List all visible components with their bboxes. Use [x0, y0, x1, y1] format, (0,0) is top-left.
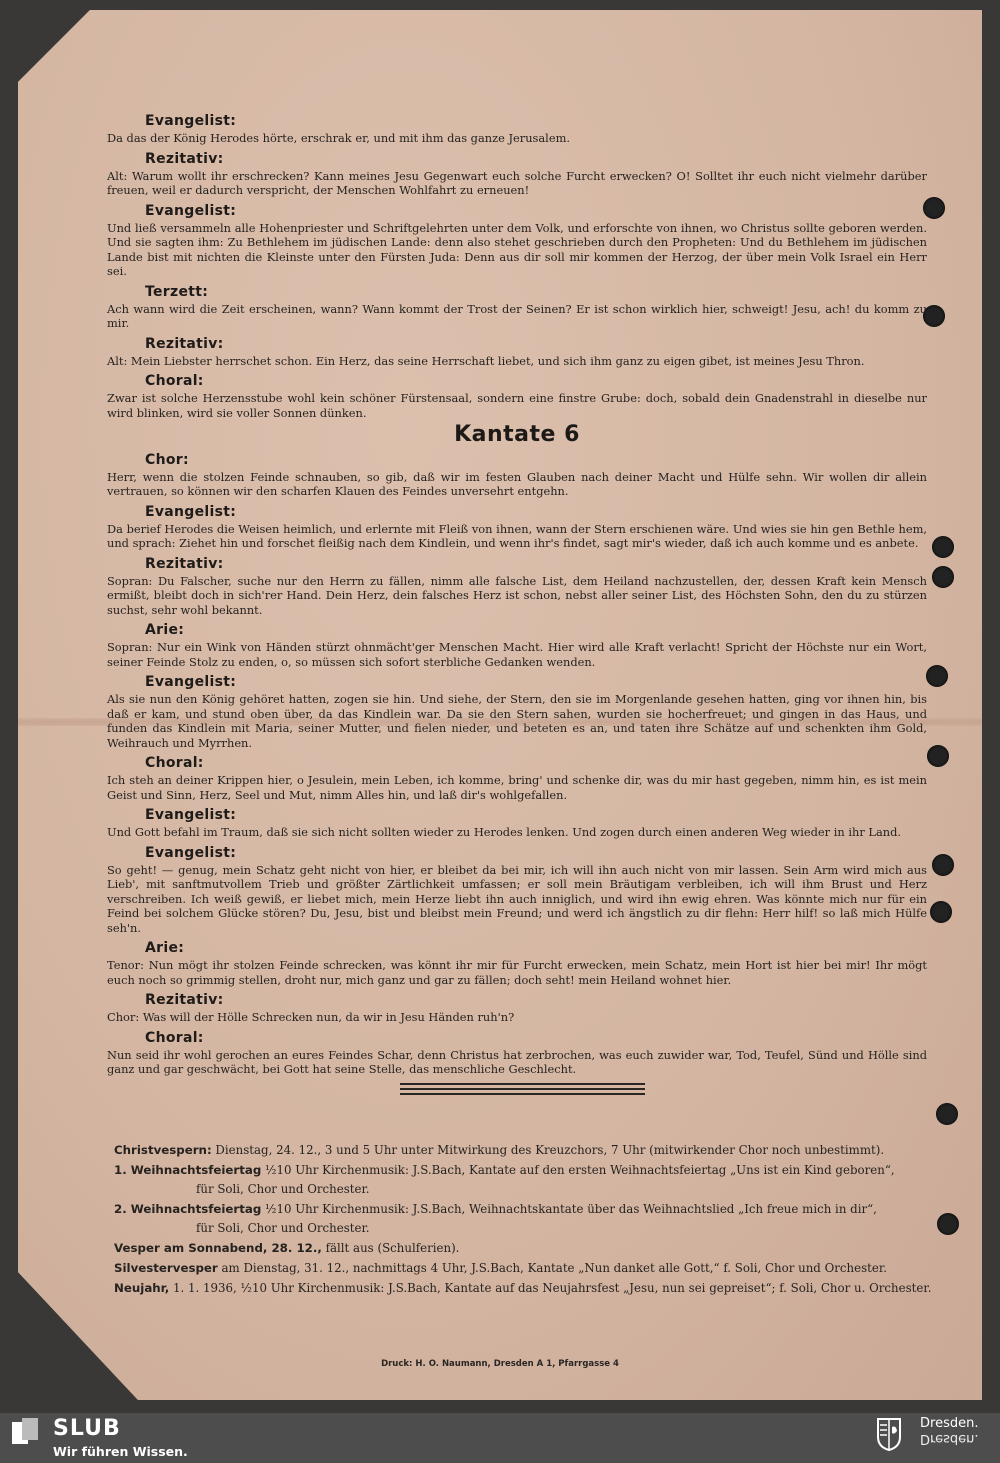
section-heading: Evangelist: — [145, 674, 237, 690]
service-text: 1. 1. 1936, ½10 Uhr Kirchenmusik: J.S.Bach, Kantate auf das Neujahrsfest „Jesu, nun sei gepreiset“; f. Soli, Chor u. Orchester. — [173, 1281, 932, 1295]
punch-hole — [930, 901, 952, 923]
section-heading: Evangelist: — [145, 844, 237, 861]
section — [107, 503, 927, 551]
dresden-coat-of-arms-icon[interactable] — [876, 1417, 902, 1451]
viewer-footer — [0, 1413, 1000, 1463]
service-title: Christvespern: — [114, 1143, 212, 1157]
section — [107, 991, 927, 1025]
section — [107, 202, 927, 279]
section-text: Nun seid ihr wohl gerochen an eures Feindes Schar, denn Christus hat zerbrochen, was euch zuwider war, Tod, Teufel, Sünd und Hölle sind ganz und gar geschwächt, bei Gott hat seine Stelle, das menschliche Geschlecht. — [107, 1047, 927, 1076]
section — [107, 621, 927, 669]
section — [107, 844, 927, 936]
dresden-label: Dresden. — [920, 1416, 979, 1431]
service-text: am Dienstag, 31. 12., nachmittags 4 Uhr, J.S.Bach, Kantate „Nun danket alle Gott,“ f. Soli, Chor und Orchester. — [221, 1261, 887, 1275]
section-heading: Evangelist: — [145, 503, 237, 520]
section-heading: Evangelist: — [145, 202, 237, 219]
section — [107, 335, 927, 369]
service-entry — [114, 1279, 934, 1298]
service-title: Neujahr, — [114, 1281, 170, 1295]
slub-logo-icon[interactable] — [10, 1416, 40, 1446]
service-entry — [114, 1161, 934, 1199]
cantata-title: Kantate 6 — [454, 422, 580, 447]
punch-hole — [932, 536, 954, 558]
slub-brand[interactable]: SLUB — [53, 1416, 121, 1441]
section-text: So geht! — genug, mein Schatz geht nicht von hier, er bleibet da bei mir, ich will ihn auch nicht von mir lassen. Sein Arm wird mich aus Lieb', mit sanftmutvollem Trieb und größter Zärtlichkeit umfassen; er soll mein Bräutigam verbleiben, ich will ihm Brust und Herz verschreiben. Ich weiß gewiß, er liebet mich, mein Herze liebt ihn auch inniglich, und wird ihn ewig ehren. Was könnte mich nur für ein Feind bei solchem Glücke stören? Du, Jesu, bist und bleibst mein Freund; und werd ich ängstlich zu dir flehn: Herr hilf! so laß mich Hülfe seh'n. — [107, 862, 927, 935]
section-text: Und Gott befahl im Traum, daß sie sich nicht sollten wieder zu Herodes lenken. Und zogen durch einen anderen Weg wieder in ihr Land. — [107, 825, 901, 839]
punch-hole — [927, 745, 949, 767]
section-text: Ach wann wird die Zeit erscheinen, wann? Wann kommt der Trost der Seinen? Er ist schon wirklich hier, schweigt! Jesu, ach! du komm zu mir. — [107, 301, 927, 330]
service-continuation: für Soli, Chor und Orchester. — [196, 1221, 370, 1235]
section-heading: Evangelist: — [145, 807, 237, 823]
section-heading: Rezitativ: — [145, 992, 224, 1008]
section-text: Sopran: Nur ein Wink von Händen stürzt ohnmächt'ger Menschen Macht. Hier wird alle Kraft verlacht! Spricht der Höchste nur ein Wort, seiner Feinde Stolz zu enden, o, so müssen sich sofort sterbliche Gedanken wenden. — [107, 640, 927, 669]
section-text: Und ließ versammeln alle Hohenpriester und Schriftgelehrten unter dem Volk, und erforschte von ihnen, wo Christus sollte geboren werden. Und sie sagten ihm: Zu Bethlehem im jüdischen Lande: denn also stehet geschrieben durch den Propheten: Und du Bethlehem im jüdischen Lande bist mit nichten die Kleinste unter den Fürsten Juda: Denn aus dir soll mir kommen der Herzog, der über mein Volk Israel ein Herr sei. — [107, 220, 927, 278]
section-text: Da das der König Herodes hörte, erschrak er, und mit ihm das ganze Jerusalem. — [107, 131, 570, 145]
section — [107, 451, 927, 499]
section-text: Herr, wenn die stolzen Feinde schnauben, so gib, daß wir im festen Glauben nach deiner Macht und Hülfe sehn. Wir wollen dir allein vertrauen, so können wir den scharfen Klauen des Feindes unversehrt entgehn. — [107, 469, 927, 498]
section-heading: Choral: — [145, 755, 204, 771]
section-heading: Evangelist: — [145, 113, 237, 129]
section — [107, 754, 927, 802]
section-heading: Choral: — [145, 373, 204, 389]
service-entry — [114, 1200, 934, 1238]
service-entry — [114, 1259, 934, 1278]
section — [107, 806, 927, 840]
section-text: Ich steh an deiner Krippen hier, o Jesulein, mein Leben, ich komme, bring' und schenke dir, was du mir hast gegeben, nimm hin, es ist mein Geist und Sinn, Herz, Seel und Mut, nimm Alles hin, und laß dir's wohlgefallen. — [107, 773, 927, 802]
section — [107, 555, 927, 618]
section — [107, 1029, 927, 1077]
section — [107, 112, 927, 146]
libretto-text — [107, 112, 927, 1081]
section-text: Als sie nun den König gehöret hatten, zogen sie hin. Und siehe, der Stern, den sie im Morgenlande gesehen hatten, ging vor ihnen hin, bis daß er kam, und stund oben über, da das Kindlein war. Da sie den Stern sahen, wurden sie hocherfreuet; und gingen in das Haus, und funden das Kindlein mit Maria, seiner Mutter, und fielen nieder, und beteten es an, und taten ihre Schätze auf und schenkten ihm Gold, Weihrauch und Myrrhen. — [107, 692, 927, 750]
section-heading: Rezitativ: — [145, 150, 224, 167]
section — [107, 372, 927, 420]
section-text: Sopran: Du Falscher, suche nur den Herrn zu fällen, nimm alle falsche List, dem Heiland nachzustellen, der, dessen Kraft kein Mensch ermißt, bleibt doch in sich'rer Hand. Dein Herz, dein falsches Herz ist schon, nebst aller seiner List, des Höchsten Sohn, den du zu stürzen suchst, sehr wohl bekannt. — [107, 573, 927, 617]
service-text: ½10 Uhr Kirchenmusik: J.S.Bach, Weihnachtskantate über das Weihnachtslied „Ich freue mich in dir“, — [265, 1202, 877, 1216]
section — [107, 150, 927, 198]
section-heading: Terzett: — [145, 283, 209, 300]
punch-hole — [937, 1213, 959, 1235]
section — [107, 939, 927, 987]
service-text: ½10 Uhr Kirchenmusik: J.S.Bach, Kantate auf den ersten Weihnachtsfeiertag „Uns ist ein Kind geboren“, — [265, 1163, 895, 1177]
section-text: Tenor: Nun mögt ihr stolzen Feinde schrecken, was könnt ihr mir für Furcht erwecken, mein Schatz, mein Hort ist hier bei mir! Ihr mögt euch noch so grimmig stellen, droht nur, mich ganz und gar zu fällen; doch seht! mein Heiland wohnet hier. — [107, 958, 927, 987]
section-text: Alt: Mein Liebster herrschet schon. Ein Herz, das seine Herrschaft liebet, und sich ihm ganz zu eigen gibet, ist meines Jesu Thron. — [107, 353, 865, 368]
section-text: Chor: Was will der Hölle Schrecken nun, da wir in Jesu Händen ruh'n? — [107, 1010, 515, 1024]
section — [107, 283, 927, 331]
punch-hole — [932, 854, 954, 876]
service-title: 2. Weihnachtsfeiertag — [114, 1202, 262, 1216]
service-text: Dienstag, 24. 12., 3 und 5 Uhr unter Mitwirkung des Kreuzchors, 7 Uhr (mitwirkender Chor noch unbestimmt). — [215, 1143, 885, 1157]
slub-tagline: Wir führen Wissen. — [53, 1444, 188, 1459]
service-title: 1. Weihnachtsfeiertag — [114, 1163, 262, 1177]
printer-credit: Druck: H. O. Naumann, Dresden A 1, Pfarrgasse 4 — [381, 1359, 619, 1369]
section-heading: Chor: — [145, 451, 189, 468]
dresden-wordmark[interactable] — [920, 1417, 978, 1445]
service-title: Silvestervesper — [114, 1261, 218, 1275]
section-text: Alt: Warum wollt ihr erschrecken? Kann meines Jesu Gegenwart euch solche Furcht erwecken? O! Solltet ihr euch nicht vielmehr darüber freuen, weil er dadurch verspricht, der Menschen Wohlfahrt zu erneuen! — [107, 168, 927, 197]
section-text: Zwar ist solche Herzensstube wohl kein schöner Fürstensaal, sondern eine finstre Grube: doch, sobald dein Gnadenstrahl in dieselbe nur wird blinken, wird sie voller Sonnen dünken. — [107, 391, 927, 420]
service-entry — [114, 1239, 934, 1258]
section-heading: Arie: — [145, 940, 185, 956]
section — [107, 673, 927, 750]
section-heading: Rezitativ: — [145, 555, 224, 572]
decorative-rule — [400, 1083, 645, 1097]
section-heading: Choral: — [145, 1029, 204, 1046]
dresden-label-mirrored: Dresden. — [920, 1431, 979, 1446]
service-entry — [114, 1141, 934, 1160]
service-title: Vesper am Sonnabend, 28. 12., — [114, 1241, 322, 1255]
punch-hole — [932, 566, 954, 588]
service-continuation: für Soli, Chor und Orchester. — [196, 1182, 370, 1196]
service-text: fällt aus (Schulferien). — [325, 1241, 460, 1255]
punch-hole — [926, 665, 948, 687]
section-text: Da berief Herodes die Weisen heimlich, und erlernte mit Fleiß von ihnen, wann der Stern erschienen wäre. Und wies sie hin gen Bethle hem, und sprach: Ziehet hin und forschet fleißig nach dem Kindlein, und wenn ihr's findet, sagt mir's wieder, daß ich auch komme und es anbete. — [107, 521, 927, 550]
punch-hole — [936, 1103, 958, 1125]
service-schedule — [114, 1141, 934, 1299]
section-heading: Arie: — [145, 622, 185, 638]
section-heading: Rezitativ: — [145, 335, 224, 352]
